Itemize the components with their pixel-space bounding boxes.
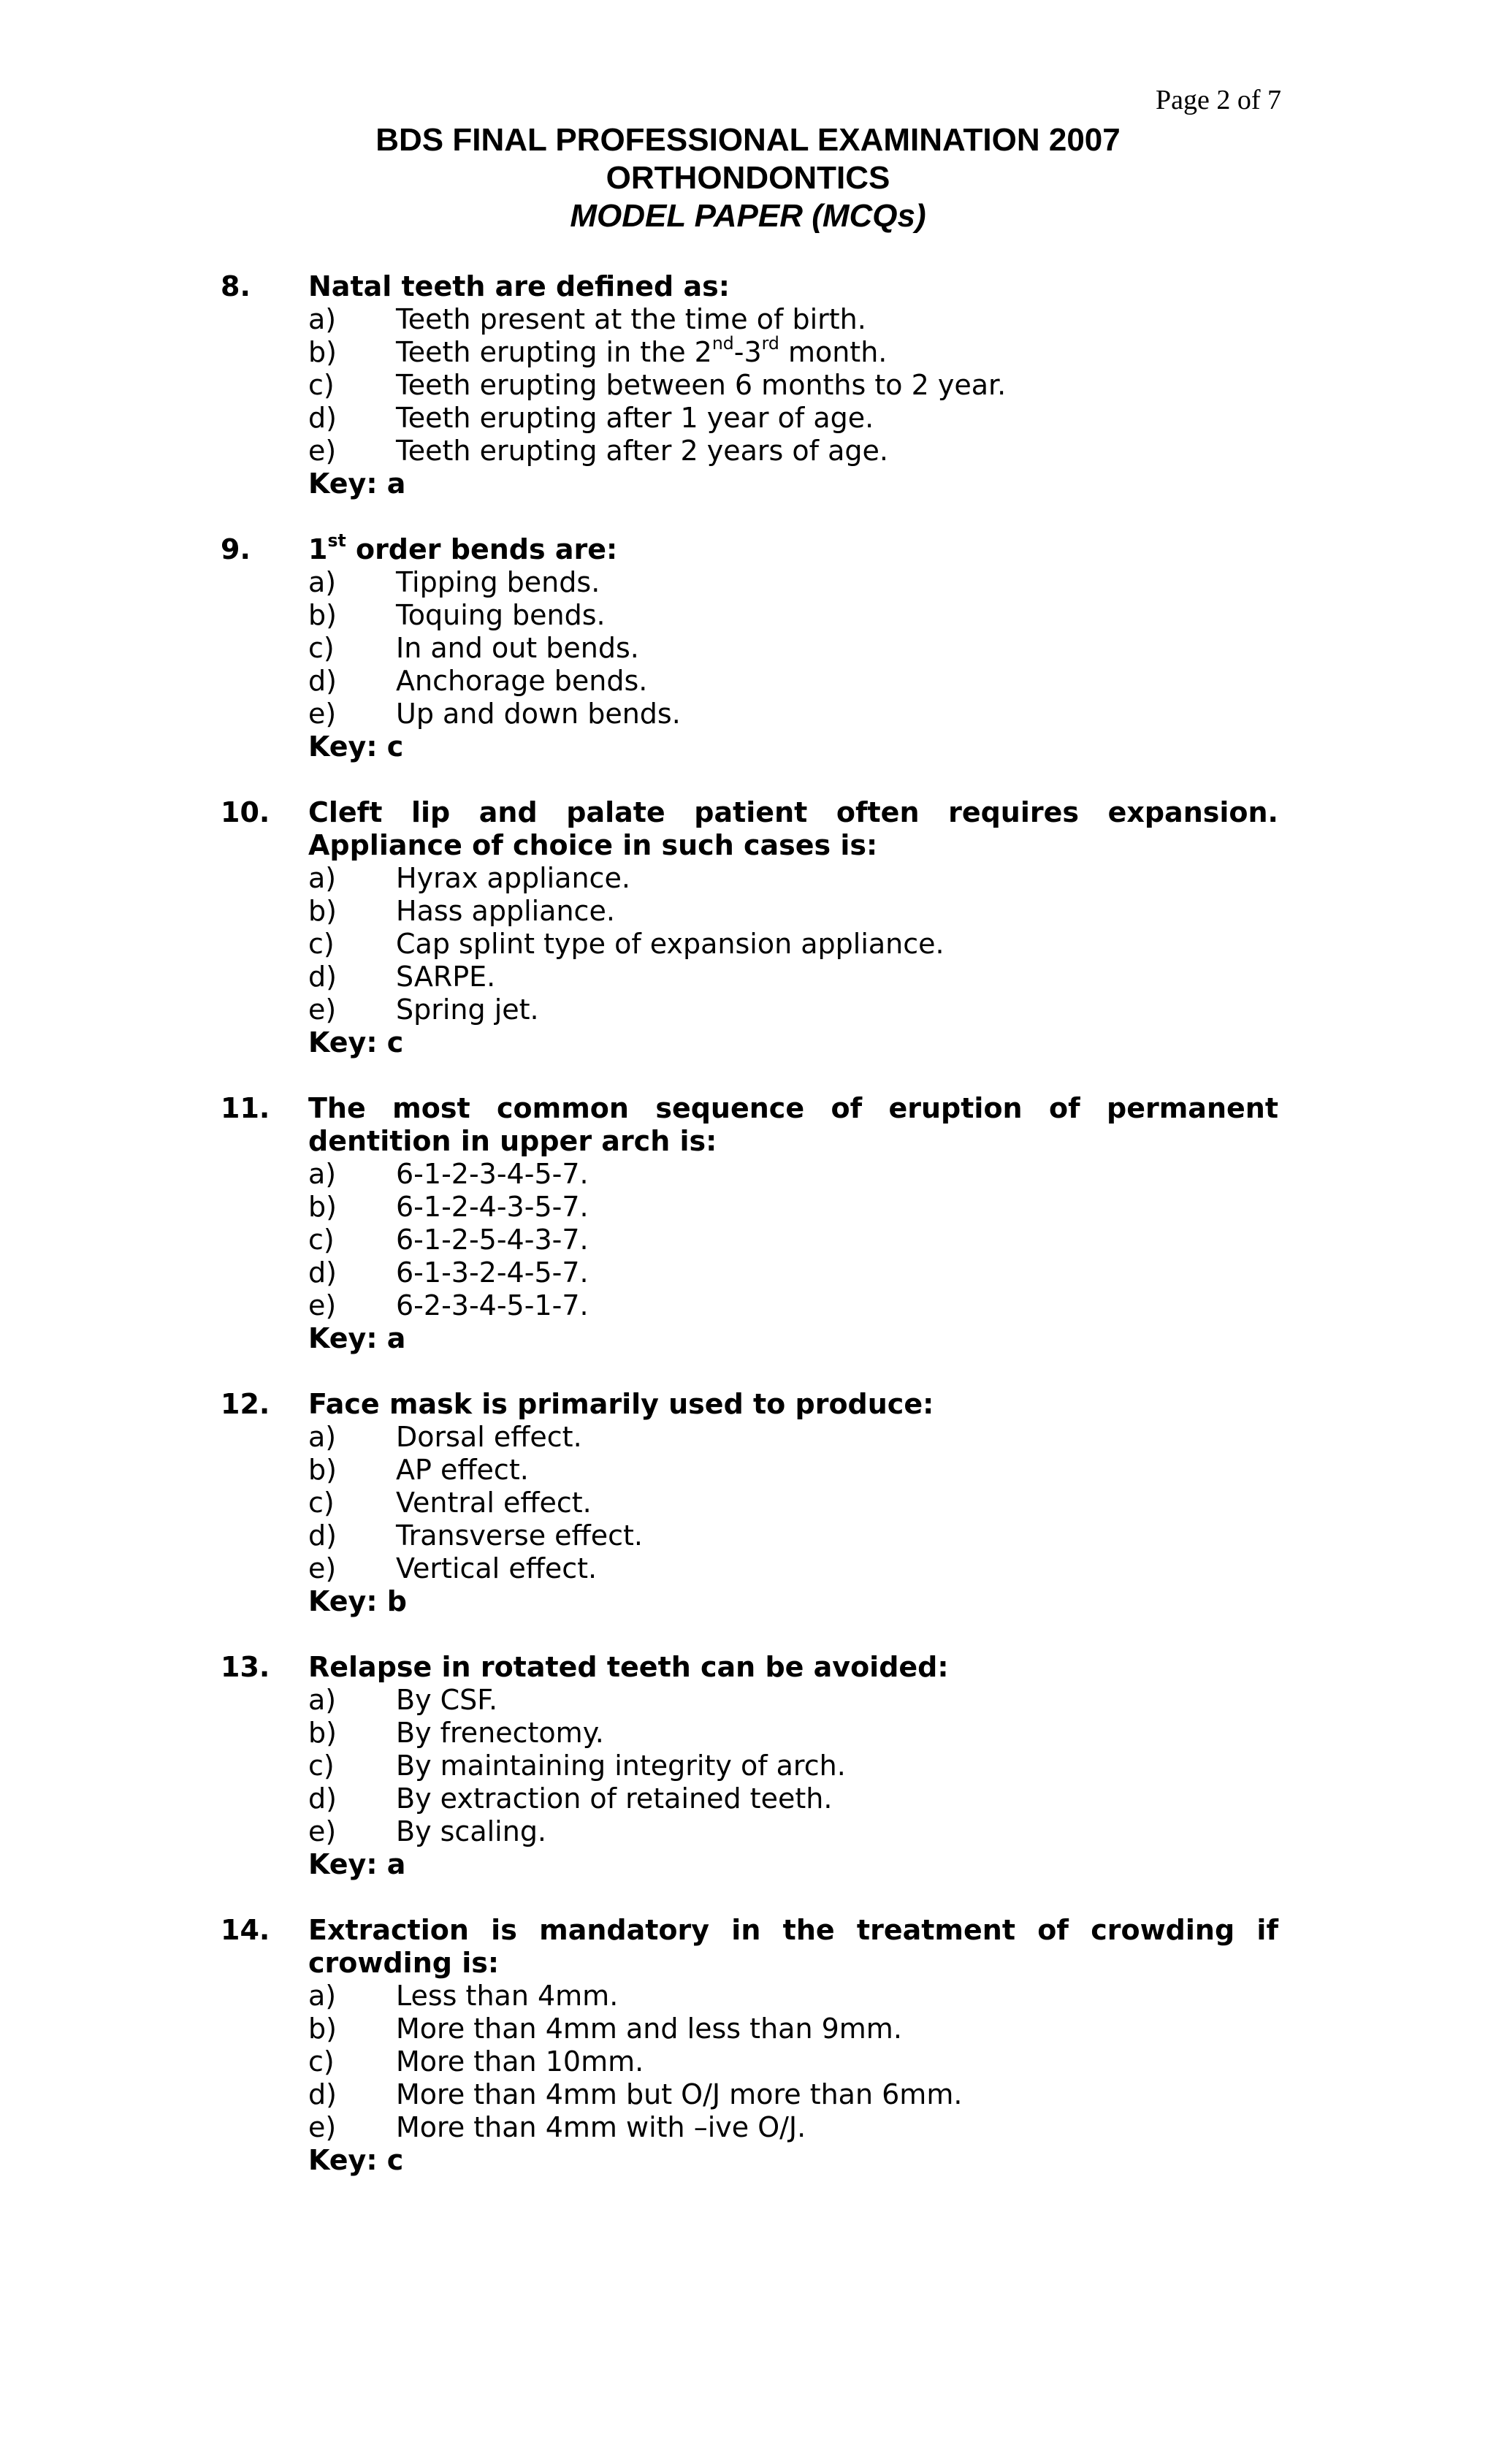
exam-title: BDS FINAL PROFESSIONAL EXAMINATION 2007 (375, 122, 1121, 158)
option-label: e) (308, 1289, 337, 1321)
question-body (308, 1914, 1278, 2177)
question-body (308, 530, 1278, 763)
option-text: By scaling. (396, 1815, 547, 1847)
option-text: Teeth present at the time of birth. (396, 303, 866, 335)
option-row (308, 1224, 1278, 1256)
option-text: Teeth erupting in the 2nd-3rd month. (396, 332, 888, 368)
option-row (308, 1750, 1278, 1782)
option-text: Hyrax appliance. (396, 862, 630, 894)
question-body (308, 1651, 1278, 1881)
option-text: 6-1-2-4-3-5-7. (396, 1191, 589, 1223)
option-text: Teeth erupting after 2 years of age. (396, 435, 888, 467)
option-label: a) (308, 303, 337, 335)
question-number: 9. (221, 533, 251, 565)
question-text: Face mask is primarily used to produce: (308, 1388, 934, 1420)
question-text: Extraction is mandatory in the treatment of crowding if crowding is: (308, 1914, 1278, 1979)
option-label: e) (308, 1552, 337, 1584)
option-text: 6-1-2-3-4-5-7. (396, 1158, 589, 1190)
option-label: a) (308, 1980, 337, 2012)
subject-title: ORTHONDONTICS (606, 160, 890, 196)
option-label: b) (308, 1717, 337, 1749)
option-label: d) (308, 1519, 337, 1552)
option-label: c) (308, 632, 335, 664)
option-text: AP effect. (396, 1454, 529, 1486)
option-text: 6-2-3-4-5-1-7. (396, 1289, 589, 1321)
option-row (308, 2045, 1278, 2078)
question-5 (221, 1388, 1278, 1618)
answer-key: Key: c (308, 1026, 404, 1059)
option-label: d) (308, 2078, 337, 2110)
option-text: More than 10mm. (396, 2045, 644, 2078)
option-row (308, 1256, 1278, 1289)
option-label: e) (308, 1815, 337, 1847)
question-number: 8. (221, 270, 251, 302)
question-number: 11. (221, 1092, 270, 1124)
option-row (308, 1289, 1278, 1322)
option-row (308, 369, 1278, 402)
question-3 (221, 796, 1278, 1059)
option-label: a) (308, 566, 337, 598)
option-text: By extraction of retained teeth. (396, 1782, 833, 1815)
option-text: SARPE. (396, 961, 496, 993)
option-text: Ventral effect. (396, 1487, 592, 1519)
option-row (308, 862, 1278, 895)
option-label: a) (308, 1684, 337, 1716)
paper-subtitle: MODEL PAPER (MCQs) (570, 198, 926, 234)
option-row (308, 1782, 1278, 1815)
option-label: d) (308, 402, 337, 434)
option-row (308, 435, 1278, 468)
option-row (308, 2013, 1278, 2045)
option-label: e) (308, 435, 337, 467)
option-label: e) (308, 993, 337, 1026)
answer-key: Key: b (308, 1585, 407, 1617)
option-text: More than 4mm and less than 9mm. (396, 2013, 902, 2045)
question-6 (221, 1651, 1278, 1881)
option-text: By maintaining integrity of arch. (396, 1750, 846, 1782)
option-label: b) (308, 1191, 337, 1223)
answer-key: Key: a (308, 1322, 406, 1354)
option-row (308, 1454, 1278, 1487)
question-text: Natal teeth are defined as: (308, 270, 730, 302)
option-row (308, 665, 1278, 698)
option-row (308, 698, 1278, 731)
question-number: 10. (221, 796, 270, 828)
option-label: c) (308, 1750, 335, 1782)
option-label: b) (308, 336, 337, 368)
option-row (308, 1552, 1278, 1585)
option-row (308, 1980, 1278, 2013)
option-text: By CSF. (396, 1684, 498, 1716)
option-label: a) (308, 862, 337, 894)
option-row (308, 632, 1278, 665)
option-label: c) (308, 928, 335, 960)
option-text: Hass appliance. (396, 895, 615, 927)
option-row (308, 895, 1278, 928)
option-row (308, 2111, 1278, 2144)
option-text: Anchorage bends. (396, 665, 648, 697)
option-text: Toquing bends. (396, 599, 606, 631)
option-text: 6-1-3-2-4-5-7. (396, 1256, 589, 1289)
question-list (221, 270, 1278, 2210)
option-label: d) (308, 1256, 337, 1289)
option-label: d) (308, 665, 337, 697)
option-text: Tipping bends. (396, 566, 600, 598)
option-row (308, 1421, 1278, 1454)
option-label: b) (308, 599, 337, 631)
question-2 (221, 530, 1278, 763)
option-row (308, 2078, 1278, 2111)
answer-key: Key: a (308, 1848, 406, 1880)
option-label: e) (308, 698, 337, 730)
option-label: b) (308, 895, 337, 927)
question-text: Cleft lip and palate patient often requires expansion. Appliance of choice in such cases is: (308, 796, 1278, 861)
option-label: a) (308, 1158, 337, 1190)
option-label: b) (308, 1454, 337, 1486)
option-text: Transverse effect. (396, 1519, 643, 1552)
question-4 (221, 1092, 1278, 1355)
option-text: Teeth erupting after 1 year of age. (396, 402, 874, 434)
option-text: Teeth erupting between 6 months to 2 year. (396, 369, 1007, 401)
question-text: The most common sequence of eruption of permanent dentition in upper arch is: (308, 1092, 1278, 1157)
question-7 (221, 1914, 1278, 2177)
option-label: c) (308, 2045, 335, 2078)
option-row (308, 599, 1278, 632)
option-label: a) (308, 1421, 337, 1453)
option-row (308, 1191, 1278, 1224)
option-row (308, 961, 1278, 993)
option-label: c) (308, 1224, 335, 1256)
option-text: Up and down bends. (396, 698, 681, 730)
option-row (308, 566, 1278, 599)
question-text: Relapse in rotated teeth can be avoided: (308, 1651, 949, 1683)
option-row (308, 1519, 1278, 1552)
option-text: In and out bends. (396, 632, 639, 664)
option-text: More than 4mm with –ive O/J. (396, 2111, 806, 2143)
option-label: d) (308, 961, 337, 993)
question-number: 12. (221, 1388, 270, 1420)
answer-key: Key: a (308, 468, 406, 500)
question-body (308, 1388, 1278, 1618)
question-number: 13. (221, 1651, 270, 1683)
option-row (308, 402, 1278, 435)
question-1 (221, 270, 1278, 500)
page-number: Page 2 of 7 (1155, 85, 1281, 115)
option-row (308, 332, 1278, 369)
option-label: c) (308, 1487, 335, 1519)
question-body (308, 1092, 1278, 1355)
option-row (308, 303, 1278, 336)
option-text: Dorsal effect. (396, 1421, 582, 1453)
option-text: By frenectomy. (396, 1717, 604, 1749)
option-text: More than 4mm but O/J more than 6mm. (396, 2078, 963, 2110)
answer-key: Key: c (308, 2144, 404, 2176)
question-text: 1st order bends are: (308, 530, 618, 565)
option-text: Cap splint type of expansion appliance. (396, 928, 944, 960)
option-row (308, 1158, 1278, 1191)
option-label: e) (308, 2111, 337, 2143)
option-row (308, 928, 1278, 961)
answer-key: Key: c (308, 731, 404, 763)
option-text: Vertical effect. (396, 1552, 598, 1584)
option-label: c) (308, 369, 335, 401)
option-label: d) (308, 1782, 337, 1815)
option-row (308, 993, 1278, 1026)
question-body (308, 270, 1278, 500)
option-label: b) (308, 2013, 337, 2045)
option-row (308, 1717, 1278, 1750)
option-row (308, 1487, 1278, 1519)
option-text: Less than 4mm. (396, 1980, 619, 2012)
option-row (308, 1684, 1278, 1717)
option-text: Spring jet. (396, 993, 539, 1026)
option-text: 6-1-2-5-4-3-7. (396, 1224, 589, 1256)
question-number: 14. (221, 1914, 270, 1946)
question-body (308, 796, 1278, 1059)
option-row (308, 1815, 1278, 1848)
